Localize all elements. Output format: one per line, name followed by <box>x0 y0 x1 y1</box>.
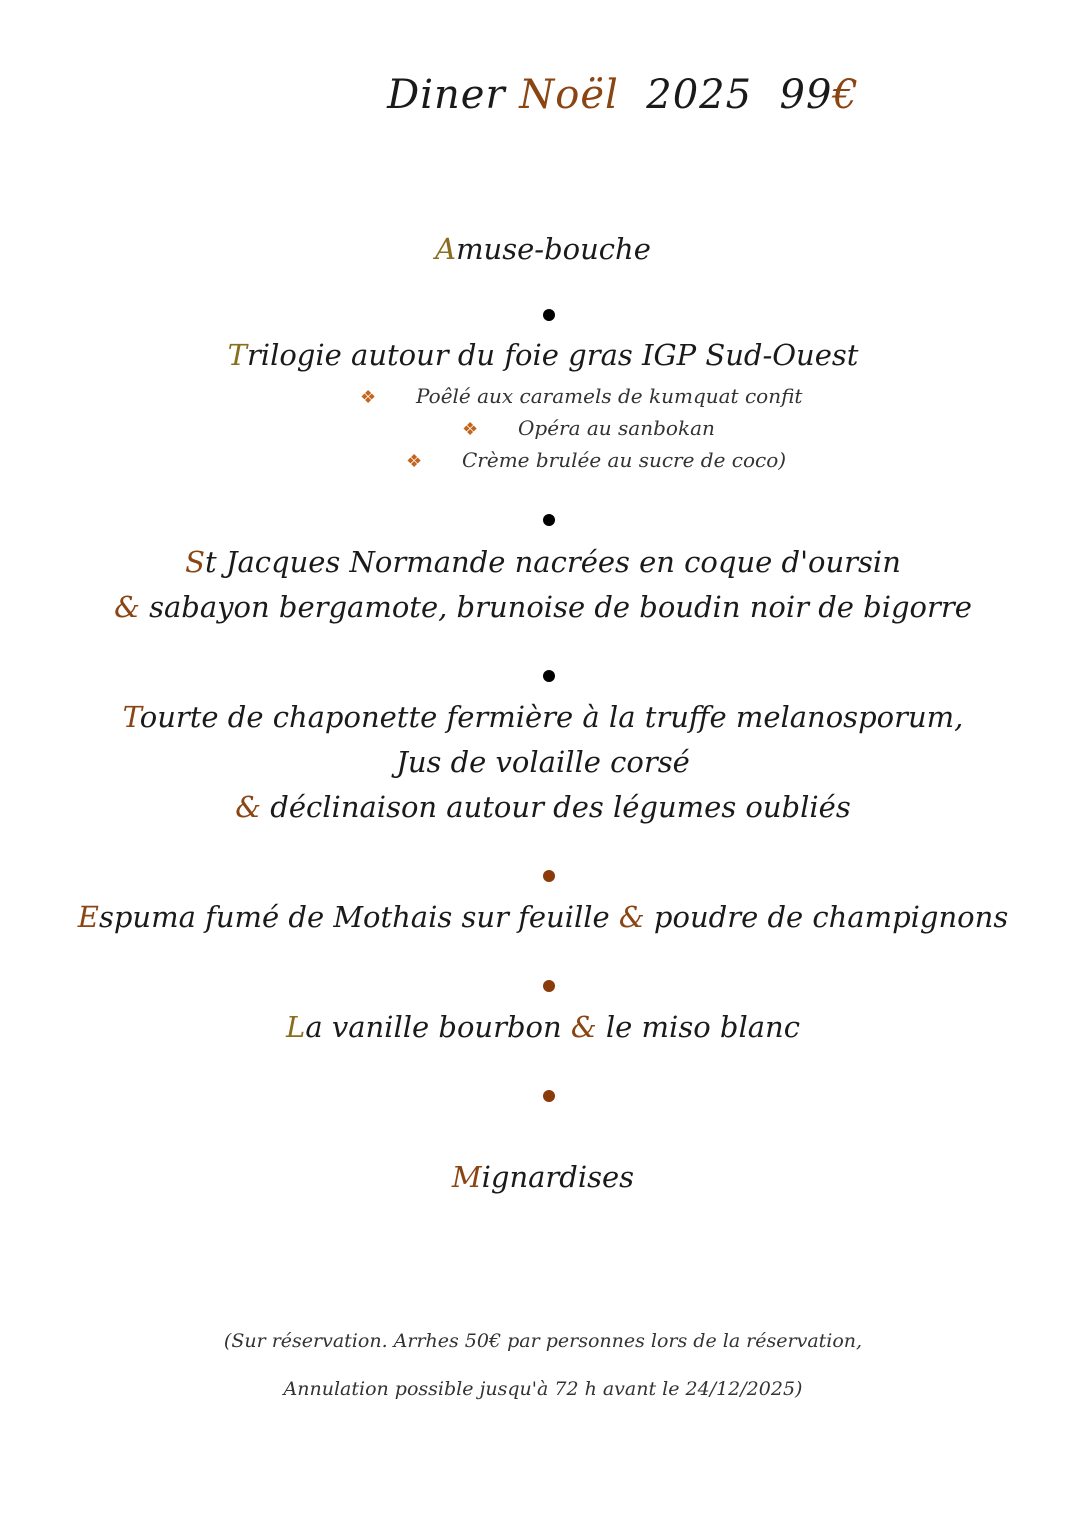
course-mignardises <box>0 1160 1086 1194</box>
separator-dot-icon <box>543 309 555 321</box>
course-tourte-line3 <box>0 790 1086 824</box>
title-word-diner: Diner <box>387 72 506 118</box>
course-text: ignardises <box>481 1160 635 1194</box>
initial-letter: L <box>286 1010 306 1044</box>
course-amuse-bouche <box>0 232 1086 266</box>
sub-item: Opéra au sanbokan <box>518 416 715 440</box>
diamond-bullet-icon: ❖ <box>406 451 423 472</box>
separator-dot-icon <box>543 514 555 526</box>
sub-item: Crème brulée au sucre de coco) <box>462 448 787 472</box>
course-text: déclinaison autour des légumes oubliés <box>261 790 851 824</box>
diamond-bullet-icon: ❖ <box>360 387 377 408</box>
initial-letter: E <box>77 900 99 934</box>
ampersand: & <box>570 1010 597 1044</box>
ampersand: & <box>618 900 645 934</box>
course-text: le miso blanc <box>596 1010 800 1044</box>
course-st-jacques-line2 <box>0 590 1086 624</box>
course-text: rilogie autour du foie gras IGP Sud-Ouest <box>246 338 859 372</box>
ampersand: & <box>114 590 140 624</box>
separator-dot-icon <box>543 1090 555 1102</box>
separator-dot-icon <box>543 670 555 682</box>
menu-title <box>0 72 1086 118</box>
separator-dot-icon <box>543 980 555 992</box>
course-text: sabayon bergamote, brunoise de boudin noir de bigorre <box>139 590 972 624</box>
course-tourte <box>0 700 1086 734</box>
course-vanille <box>0 1010 1086 1044</box>
course-text: poudre de champignons <box>644 900 1009 934</box>
reservation-note: (Sur réservation. Arrhes 50€ par personnes lors de la réservation, <box>223 1330 863 1352</box>
initial-letter: M <box>451 1160 482 1194</box>
title-price: 99 <box>779 72 833 118</box>
initial-letter: T <box>227 338 247 372</box>
course-text: ourte de chaponette fermière à la truffe melanosporum, <box>139 700 964 734</box>
course-espuma <box>0 900 1086 934</box>
initial-letter: S <box>185 545 205 579</box>
sub-item: Poêlé aux caramels de kumquat confit <box>416 384 803 408</box>
course-tourte-line2 <box>0 745 1086 779</box>
course-text: Jus de volaille corsé <box>396 745 690 779</box>
course-text: spuma fumé de Mothais sur feuille <box>98 900 619 934</box>
course-text: t Jacques Normande nacrées en coque d'oursin <box>204 545 901 579</box>
ampersand: & <box>235 790 262 824</box>
initial-letter: T <box>122 700 140 734</box>
title-year: 2025 <box>646 72 753 118</box>
title-word-noel: Noël <box>519 72 619 118</box>
initial-letter: A <box>435 232 457 266</box>
course-foie-gras <box>0 338 1086 372</box>
course-text: muse-bouche <box>456 232 651 266</box>
diamond-bullet-icon: ❖ <box>462 419 479 440</box>
cancellation-note: Annulation possible jusqu'à 72 h avant le 24/12/2025) <box>283 1378 803 1400</box>
separator-dot-icon <box>543 870 555 882</box>
course-text: a vanille bourbon <box>305 1010 571 1044</box>
title-currency: € <box>832 72 859 118</box>
course-st-jacques <box>0 545 1086 579</box>
